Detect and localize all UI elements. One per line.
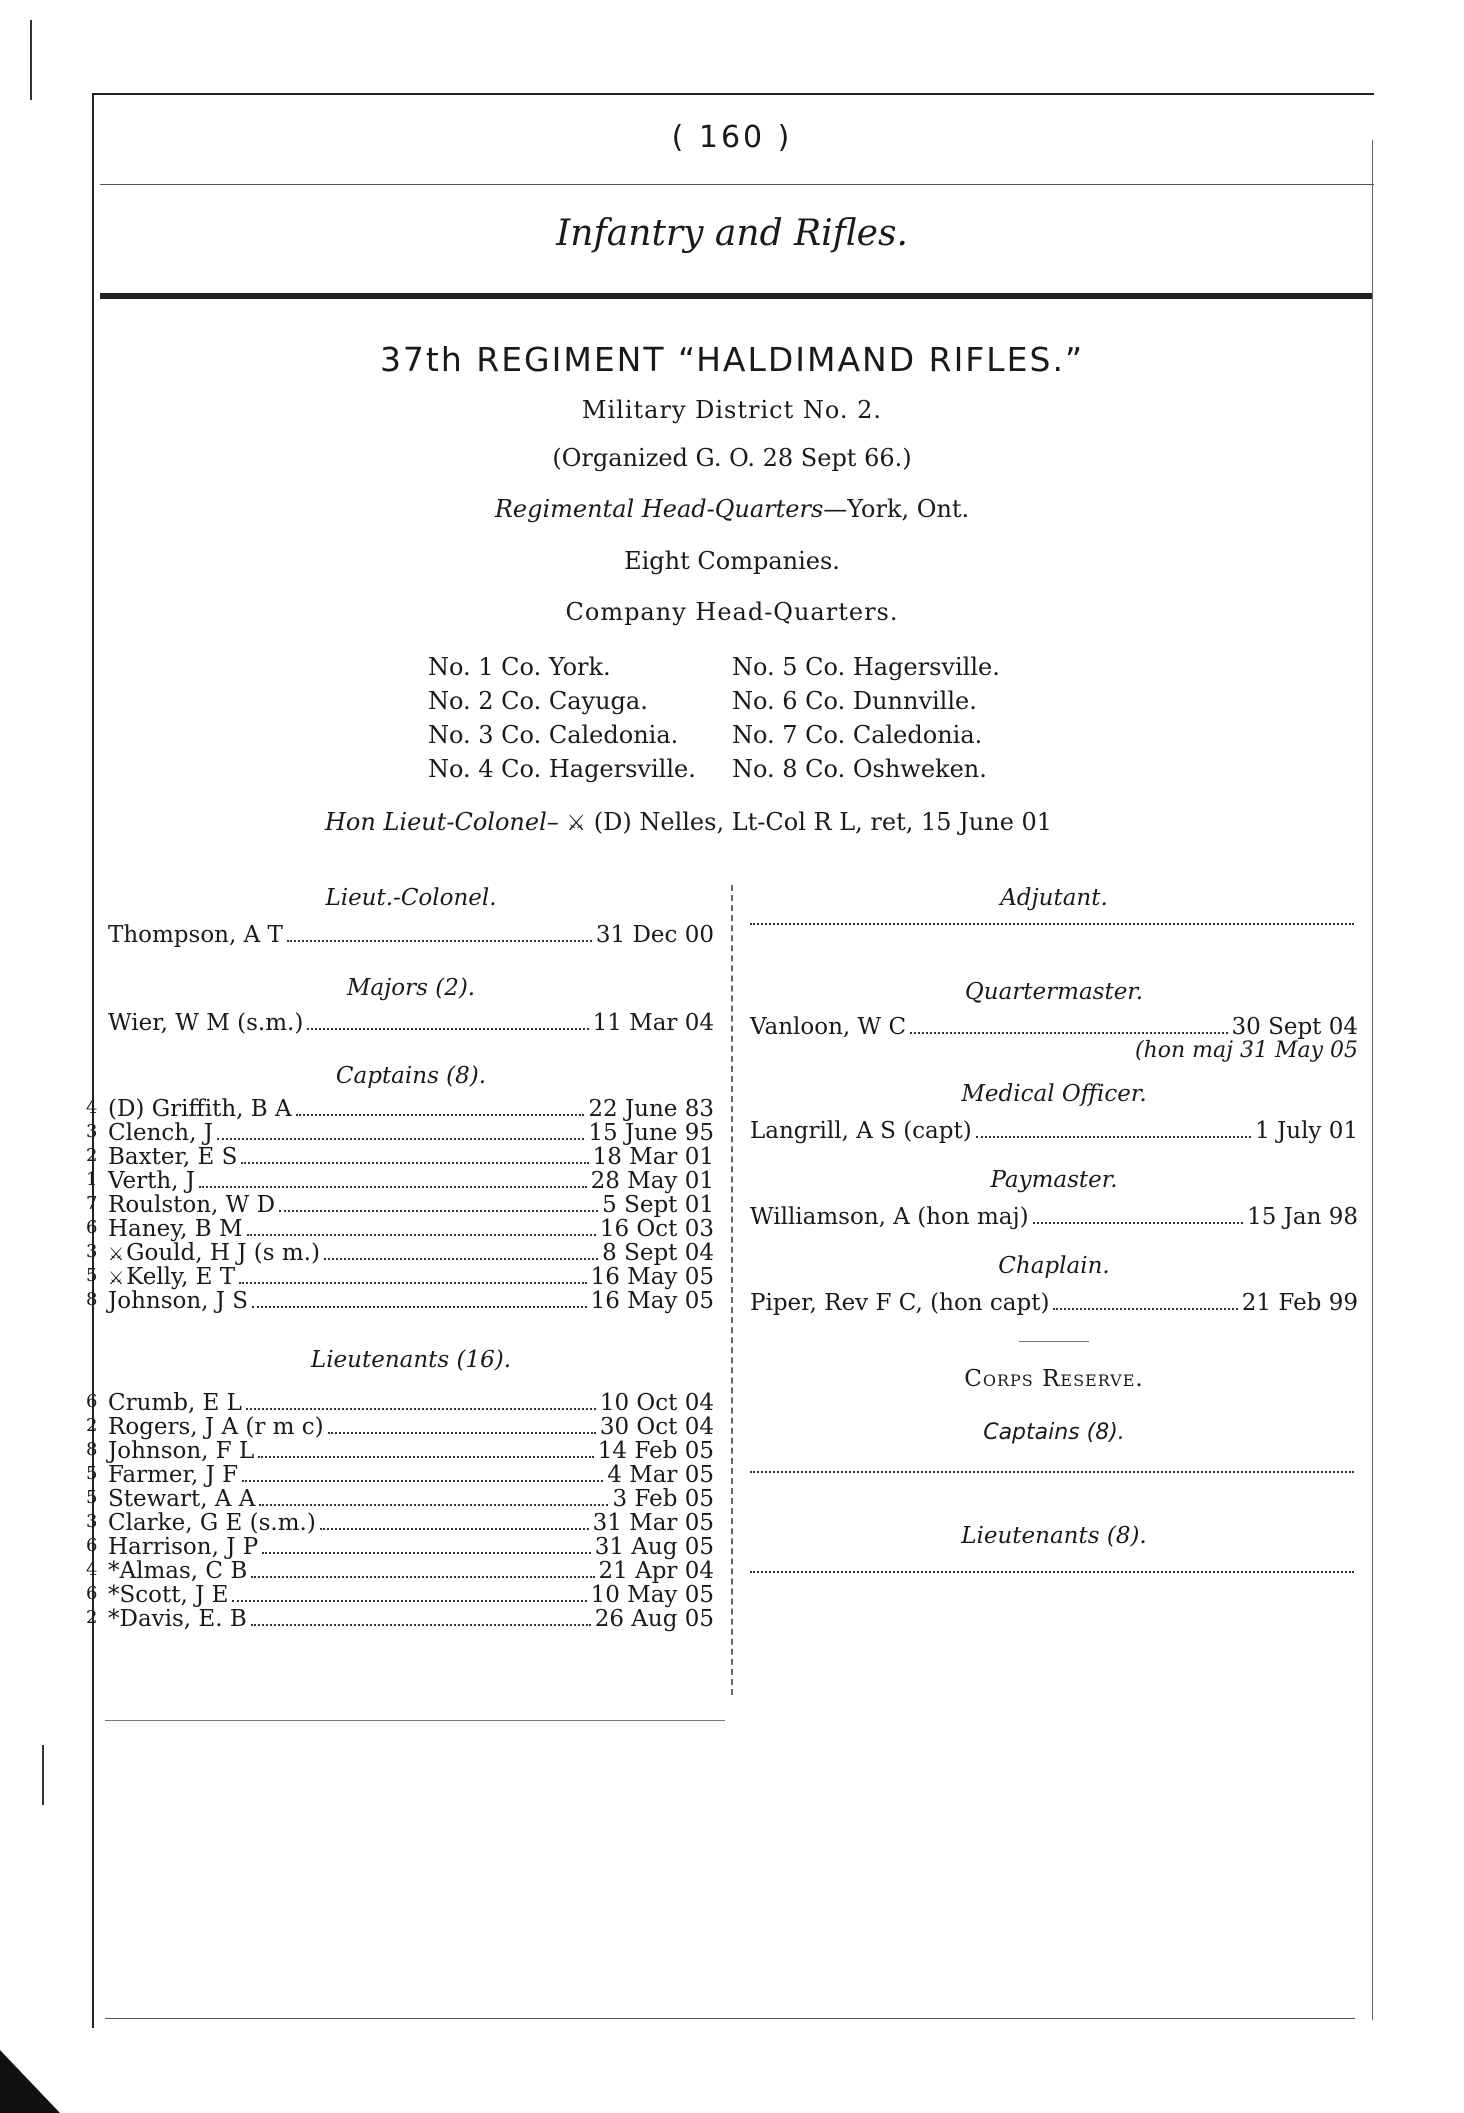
crossed-swords-icon: ⚔ bbox=[108, 1268, 125, 1289]
captain-entry bbox=[86, 1120, 714, 1146]
regimental-hq-label: Regimental Head-Quarters bbox=[494, 495, 824, 523]
company-number: 1 bbox=[86, 1169, 98, 1190]
entry-date: 28 May 01 bbox=[590, 1168, 714, 1194]
entry-name: Kelly, E T bbox=[126, 1264, 236, 1290]
lieutenant-entry bbox=[86, 1390, 714, 1416]
hon-lieut-colonel-label: Hon Lieut-Colonel– bbox=[325, 808, 559, 836]
company-hq-title: Company Head-Quarters. bbox=[565, 598, 899, 626]
quartermaster-heading: Quartermaster. bbox=[964, 979, 1144, 1005]
company-number: 4 bbox=[86, 1559, 98, 1580]
reserve-captains-heading: Captains (8). bbox=[983, 1420, 1125, 1445]
entry-date: 26 Aug 05 bbox=[594, 1606, 714, 1632]
paymaster-entry bbox=[750, 1205, 1358, 1229]
adjutant-blank-entry bbox=[750, 923, 1358, 947]
lieutenant-entry bbox=[86, 1438, 714, 1464]
margin-mark-left-low bbox=[42, 1745, 44, 1805]
companies-count: Eight Companies. bbox=[624, 547, 840, 575]
entry-name: Roulston, W D bbox=[108, 1192, 276, 1218]
company-number: 8 bbox=[86, 1439, 98, 1460]
entry-date: 4 Mar 05 bbox=[607, 1462, 714, 1488]
entry-date: 14 Feb 05 bbox=[597, 1438, 714, 1464]
corner-triangle-mark bbox=[0, 2050, 60, 2113]
entry-date: 30 Oct 04 bbox=[599, 1414, 714, 1440]
columns-end-line bbox=[105, 1720, 725, 1721]
entry-name: Baxter, E S bbox=[108, 1144, 238, 1170]
hon-lieut-colonel bbox=[325, 808, 1052, 836]
entry-name: (D) Griffith, B A bbox=[108, 1096, 292, 1122]
entry-name: Rogers, J A (r m c) bbox=[108, 1414, 324, 1440]
medical-officer-entry bbox=[750, 1119, 1358, 1143]
captain-entry bbox=[86, 1168, 714, 1194]
lieutenant-entry bbox=[86, 1510, 714, 1536]
entry-date: 5 Sept 01 bbox=[602, 1192, 714, 1218]
crossed-swords-icon: ⚔ bbox=[566, 811, 587, 836]
regiment-title: 37th REGIMENT “HALDIMAND RIFLES.” bbox=[379, 340, 1085, 379]
company-6: No. 6 Co. Dunnville. bbox=[732, 687, 977, 715]
company-3: No. 3 Co. Caledonia. bbox=[428, 721, 679, 749]
lieutenant-entry bbox=[86, 1486, 714, 1512]
company-list-left bbox=[428, 650, 696, 786]
entry-date: 31 Mar 05 bbox=[592, 1510, 714, 1536]
reserve-lieutenants-blank bbox=[750, 1571, 1358, 1595]
section-thick-rule bbox=[100, 293, 1372, 299]
entry-date: 15 June 95 bbox=[588, 1120, 714, 1146]
company-number: 3 bbox=[86, 1121, 98, 1142]
company-number: 2 bbox=[86, 1415, 98, 1436]
entry-date: 8 Sept 04 bbox=[602, 1240, 714, 1266]
entry-date: 15 Jan 98 bbox=[1247, 1204, 1358, 1230]
entry-name: Clarke, G E (s.m.) bbox=[108, 1510, 316, 1536]
entry-name: *Almas, C B bbox=[108, 1558, 248, 1584]
company-number: 6 bbox=[86, 1217, 98, 1238]
regimental-hq-value: —York, Ont. bbox=[823, 495, 970, 523]
entry-date: 1 July 01 bbox=[1255, 1118, 1358, 1144]
entry-date: 31 Dec 00 bbox=[595, 922, 714, 948]
company-number: 6 bbox=[86, 1583, 98, 1604]
entry-name: Johnson, F L bbox=[108, 1438, 255, 1464]
lt-colonel-heading: Lieut.-Colonel. bbox=[325, 885, 497, 911]
company-number: 4 bbox=[86, 1097, 98, 1118]
captains-list bbox=[86, 1096, 714, 1314]
adjutant-heading: Adjutant. bbox=[1000, 885, 1108, 911]
company-number: 5 bbox=[86, 1265, 98, 1286]
left-column bbox=[86, 885, 714, 1632]
entry-date: 10 May 05 bbox=[590, 1582, 714, 1608]
chaplain-entry bbox=[750, 1291, 1358, 1315]
top-border-line bbox=[92, 93, 1374, 95]
entry-date: 16 Oct 03 bbox=[599, 1216, 714, 1242]
entry-date: 21 Feb 99 bbox=[1241, 1290, 1358, 1316]
entry-name: Johnson, J S bbox=[108, 1288, 249, 1314]
company-number: 6 bbox=[86, 1535, 98, 1556]
company-number: 3 bbox=[86, 1511, 98, 1532]
captain-entry bbox=[86, 1216, 714, 1242]
lieutenant-entry bbox=[86, 1558, 714, 1584]
lieutenant-entry bbox=[86, 1606, 714, 1632]
captain-entry bbox=[86, 1288, 714, 1314]
reserve-lieutenants-heading: Lieutenants (8). bbox=[961, 1523, 1147, 1549]
lieutenants-list bbox=[86, 1390, 714, 1632]
chaplain-heading: Chaplain. bbox=[998, 1253, 1110, 1279]
bottom-border-line bbox=[105, 2018, 1355, 2019]
column-divider bbox=[731, 885, 733, 1695]
company-number: 8 bbox=[86, 1289, 98, 1310]
section-title: Infantry and Rifles. bbox=[556, 213, 908, 254]
company-number: 2 bbox=[86, 1607, 98, 1628]
entry-name: Gould, H J (s m.) bbox=[126, 1240, 320, 1266]
entry-date: 21 Apr 04 bbox=[598, 1558, 714, 1584]
entry-name: Wier, W M (s.m.) bbox=[108, 1010, 304, 1036]
majors-heading: Majors (2). bbox=[346, 975, 476, 1001]
entry-date: 11 Mar 04 bbox=[592, 1010, 714, 1036]
header-divider-line bbox=[100, 184, 1374, 185]
entry-name: Vanloon, W C bbox=[750, 1014, 907, 1040]
entry-name: Farmer, J F bbox=[108, 1462, 239, 1488]
company-number: 6 bbox=[86, 1391, 98, 1412]
company-list-right bbox=[732, 650, 1000, 786]
entry-date: 31 Aug 05 bbox=[594, 1534, 714, 1560]
entry-name: Harrison, J P bbox=[108, 1534, 259, 1560]
lieutenant-entry bbox=[86, 1582, 714, 1608]
organized-line: (Organized G. O. 28 Sept 66.) bbox=[552, 444, 912, 472]
company-5: No. 5 Co. Hagersville. bbox=[732, 653, 1000, 681]
corps-reserve-heading: Corps Reserve. bbox=[964, 1366, 1144, 1392]
margin-mark-left bbox=[30, 20, 32, 100]
company-number: 2 bbox=[86, 1145, 98, 1166]
paymaster-heading: Paymaster. bbox=[990, 1167, 1118, 1193]
company-2: No. 2 Co. Cayuga. bbox=[428, 687, 648, 715]
company-1: No. 1 Co. York. bbox=[428, 653, 611, 681]
company-number: 5 bbox=[86, 1463, 98, 1484]
entry-name: Langrill, A S (capt) bbox=[750, 1118, 972, 1144]
company-7: No. 7 Co. Caledonia. bbox=[732, 721, 983, 749]
entry-name: Verth, J bbox=[108, 1168, 196, 1194]
entry-name: Haney, B M bbox=[108, 1216, 243, 1242]
entry-date: 16 May 05 bbox=[590, 1288, 714, 1314]
company-4: No. 4 Co. Hagersville. bbox=[428, 755, 696, 783]
entry-date: 10 Oct 04 bbox=[599, 1390, 714, 1416]
military-district: Military District No. 2. bbox=[581, 396, 883, 424]
company-number: 3 bbox=[86, 1241, 98, 1262]
captain-entry bbox=[86, 1240, 714, 1266]
entry-date: 3 Feb 05 bbox=[612, 1486, 714, 1512]
entry-name: *Scott, J E bbox=[108, 1582, 229, 1608]
regimental-hq bbox=[0, 495, 1464, 523]
left-border-line bbox=[92, 93, 94, 2028]
lieutenant-entry bbox=[86, 1534, 714, 1560]
captain-entry bbox=[86, 1264, 714, 1290]
entry-name: Clench, J bbox=[108, 1120, 213, 1146]
lieutenants-heading: Lieutenants (16). bbox=[310, 1347, 512, 1373]
lieutenant-entry bbox=[86, 1462, 714, 1488]
entry-date: 16 May 05 bbox=[590, 1264, 714, 1290]
right-column bbox=[750, 885, 1358, 1595]
page-number: ( 160 ) bbox=[671, 120, 793, 155]
quartermaster-entry bbox=[750, 1015, 1358, 1039]
entry-date: 30 Sept 04 bbox=[1231, 1014, 1358, 1040]
captain-entry bbox=[86, 1096, 714, 1122]
entry-name: Williamson, A (hon maj) bbox=[750, 1204, 1029, 1230]
entry-date: 22 June 83 bbox=[588, 1096, 714, 1122]
captain-entry bbox=[86, 1144, 714, 1170]
entry-name: *Davis, E. B bbox=[108, 1606, 247, 1632]
crossed-swords-icon: ⚔ bbox=[108, 1244, 125, 1265]
entry-name: Thompson, A T bbox=[108, 922, 283, 948]
major-entry bbox=[108, 1011, 714, 1035]
entry-name: Stewart, A A bbox=[108, 1486, 256, 1512]
lieutenant-entry bbox=[86, 1414, 714, 1440]
captains-heading: Captains (8). bbox=[335, 1063, 487, 1089]
hon-lieut-colonel-value: (D) Nelles, Lt-Col R L, ret, 15 June 01 bbox=[593, 808, 1053, 836]
reserve-captains-blank bbox=[750, 1471, 1358, 1495]
entry-name: Piper, Rev F C, (hon capt) bbox=[750, 1290, 1050, 1316]
medical-officer-heading: Medical Officer. bbox=[961, 1081, 1147, 1107]
company-8: No. 8 Co. Oshweken. bbox=[732, 755, 987, 783]
corps-reserve-divider bbox=[1019, 1341, 1089, 1342]
quartermaster-note: (hon maj 31 May 05 bbox=[1135, 1038, 1358, 1063]
company-number: 7 bbox=[86, 1193, 98, 1214]
entry-date: 18 Mar 01 bbox=[592, 1144, 714, 1170]
captain-entry bbox=[86, 1192, 714, 1218]
company-number: 5 bbox=[86, 1487, 98, 1508]
entry-name: Crumb, E L bbox=[108, 1390, 242, 1416]
lt-colonel-entry bbox=[108, 923, 714, 947]
